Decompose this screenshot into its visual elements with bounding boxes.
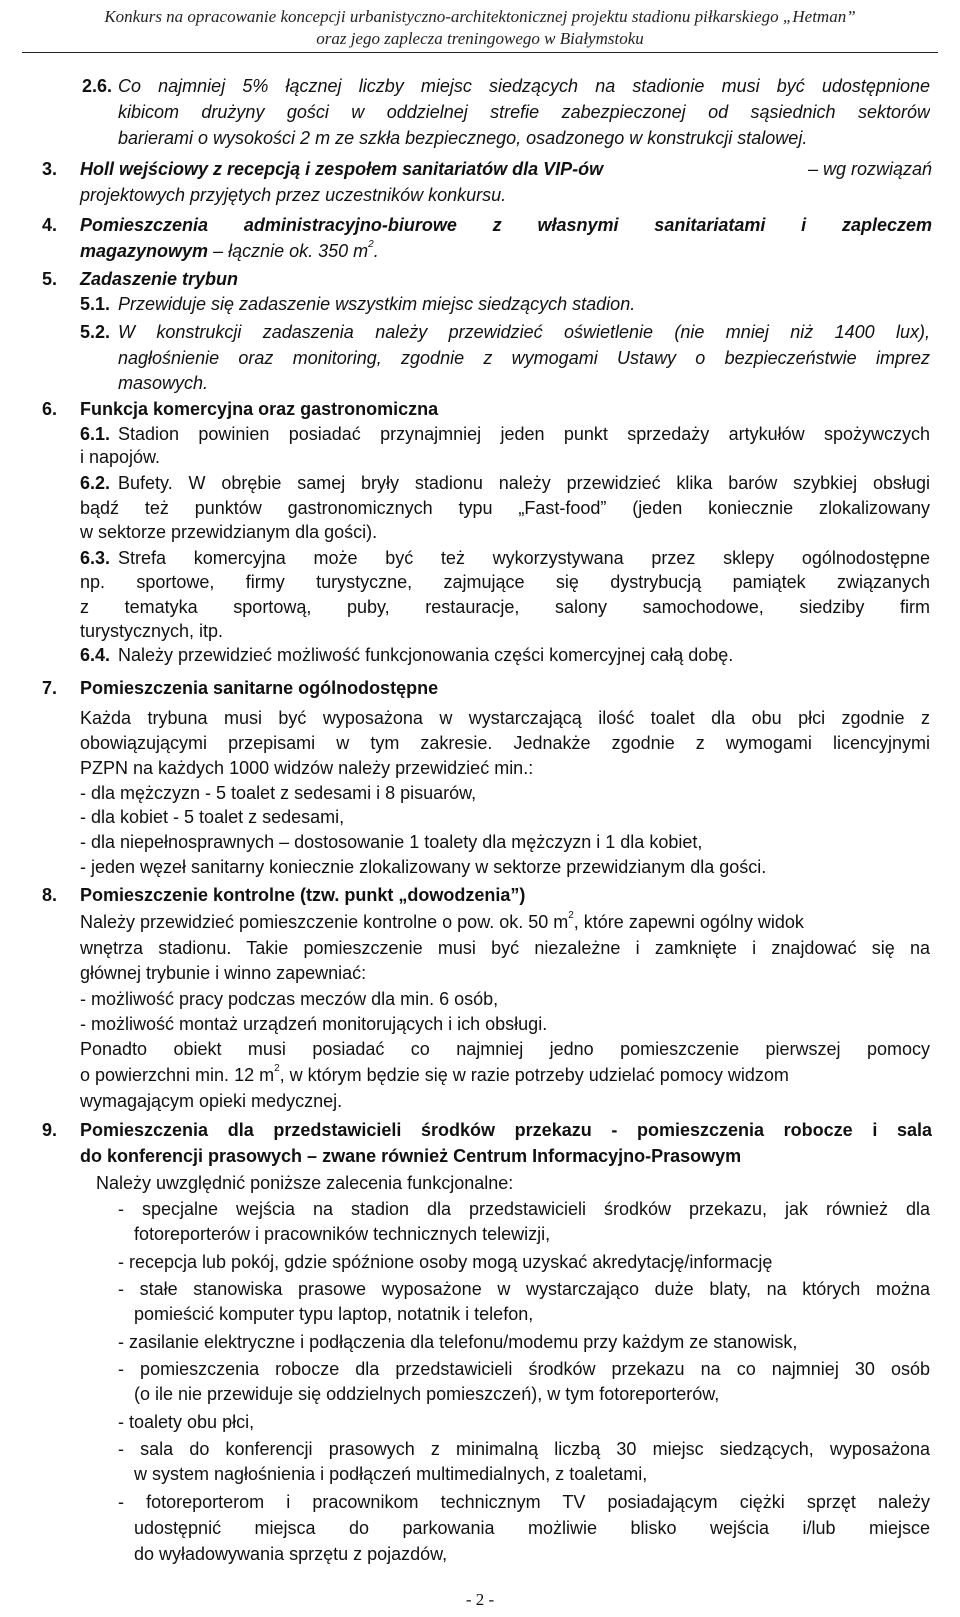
section-title: Funkcja komercyjna oraz gastronomiczna: [80, 399, 439, 419]
section-number: 6.: [42, 399, 58, 419]
list-item: - dla niepełnosprawnych – dostosowanie 1 toalety dla mężczyzn i 1 dla kobiet,: [80, 832, 703, 852]
paragraph-line: z tematyka sportową, puby, restauracje, salony samochodowe, siedziby firm: [80, 597, 930, 617]
list-item: - możliwość pracy podczas meczów dla min. 6 osób,: [80, 989, 499, 1009]
paragraph-line: wnętrza stadionu. Takie pomieszczenie musi być niezależne i zamknięte i znajdować się na: [80, 938, 930, 958]
section-number: 8.: [42, 885, 58, 905]
subsection-number: 6.2.: [80, 473, 111, 493]
header-divider: [22, 52, 938, 53]
paragraph-line: Ponadto obiekt musi posiadać co najmniej jedno pomieszczenie pierwszej pomocy: [80, 1039, 930, 1059]
section-title-line2: magazynowym – łącznie ok. 350 $m^2$.: [80, 239, 379, 261]
list-item: - stałe stanowiska prasowe wyposażone w wystarczająco duże blaty, na których można: [118, 1279, 930, 1299]
subsection-number: 6.3.: [80, 548, 111, 568]
list-item: - recepcja lub pokój, gdzie spóźnione osoby mogą uzyskać akredytację/informację: [118, 1252, 773, 1272]
header-title-line1: Konkurs na opracowanie koncepcji urbanistyczno-architektonicznej projektu stadionu piłkarskiego „Hetman”: [104, 7, 856, 26]
paragraph-line: w sektorze przewidzianym dla gości).: [80, 522, 378, 542]
section-number: 5.: [42, 269, 58, 289]
list-item: - pomieszczenia robocze dla przedstawicieli środków przekazu na co najmniej 30 osób: [118, 1359, 930, 1379]
paragraph-line: głównej trybunie i winno zapewniać:: [80, 963, 367, 983]
subsection-number: 6.1.: [80, 424, 111, 444]
list-item: - fotoreporterom i pracownikom technicznym TV posiadającym ciężki sprzęt należy: [118, 1492, 930, 1512]
list-item-continuation: do wyładowywania sprzętu z pojazdów,: [134, 1544, 448, 1564]
paragraph-line: Stadion powinien posiadać przynajmniej jeden punkt sprzedaży artykułów spożywczych: [118, 424, 930, 444]
section-title-line2: do konferencji prasowych – zwane również Centrum Informacyjno-Prasowym: [80, 1146, 742, 1166]
paragraph-line: i napojów.: [80, 447, 161, 467]
paragraph-line: Bufety. W obrębie samej bryły stadionu należy przewidzieć klika barów szybkiej obsługi: [118, 473, 930, 493]
list-item: - sala do konferencji prasowych z minimalną liczbą 30 miejsc siedzących, wyposażona: [118, 1439, 930, 1459]
list-item: - możliwość montaż urządzeń monitorujących i ich obsługi.: [80, 1014, 548, 1034]
paragraph-line: Co najmniej 5% łącznej liczby miejsc siedzących na stadionie musi być udostępnione: [118, 76, 930, 96]
list-item-continuation: pomieścić komputer typu laptop, notatnik i telefon,: [134, 1304, 534, 1324]
section-number: 7.: [42, 678, 58, 698]
section-number: 2.6.: [82, 76, 113, 96]
section-title: Pomieszczenia administracyjno-biurowe z własnymi sanitariatami i zapleczem: [80, 215, 932, 235]
paragraph-line: Należy przewidzieć możliwość funkcjonowania części komercyjnej całą dobę.: [118, 645, 734, 665]
subsection-number: 5.1.: [80, 294, 111, 314]
list-item: - dla mężczyzn - 5 toalet z sedesami i 8 pisuarów,: [80, 783, 477, 803]
paragraph-line: PZPN na każdych 1000 widzów należy przewidzieć min.:: [80, 758, 534, 778]
paragraph-line: Należy uwzględnić poniższe zalecenia funkcjonalne:: [96, 1173, 514, 1193]
list-item-continuation: w system nagłośnienia i podłączeń multimedialnych, z toaletami,: [134, 1464, 648, 1484]
paragraph-line: o powierzchni min. 12 $m^2$, w którym będzie się w razie potrzeby udzielać pomocy widzom: [80, 1063, 789, 1085]
list-item-continuation: udostępnić miejsca do parkowania możliwie blisko wejścia i/lub miejsce: [134, 1518, 930, 1538]
paragraph-line: obowiązującymi przepisami w tym zakresie. Jednakże zgodnie z wymogami licencyjnymi: [80, 733, 930, 753]
subsection-number: 5.2.: [80, 322, 111, 342]
paragraph-line: np. sportowe, firmy turystyczne, zajmujące się dystrybucją pamiątek związanych: [80, 572, 930, 592]
subsection-number: 6.4.: [80, 645, 111, 665]
list-item-continuation: fotoreporterów i pracowników technicznych telewizji,: [134, 1224, 551, 1244]
section-title: Pomieszczenia dla przedstawicieli środków przekazu - pomieszczenia robocze i sala: [80, 1120, 932, 1140]
section-title: Holl wejściowy z recepcją i zespołem sanitariatów dla VIP-ów: [80, 159, 604, 179]
section-title: Pomieszczenia sanitarne ogólnodostępne: [80, 678, 439, 698]
list-item: - zasilanie elektryczne i podłączenia dla telefonu/modemu przy każdym ze stanowisk,: [118, 1332, 798, 1352]
paragraph-line: Przewiduje się zadaszenie wszystkim miejsc siedzących stadion.: [118, 294, 636, 314]
page-number: - 2 -: [465, 1590, 495, 1609]
list-item: - specjalne wejścia na stadion dla przedstawicieli środków przekazu, jak również dla: [118, 1199, 930, 1219]
paragraph-line: turystycznych, itp.: [80, 621, 224, 641]
list-item: - toalety obu płci,: [118, 1412, 255, 1432]
section-heading-line: [80, 158, 932, 180]
paragraph-line: kibicom drużyny gości w oddzielnej strefie zabezpieczonej od sąsiednich sektorów: [118, 102, 930, 122]
section-title: Pomieszczenie kontrolne (tzw. punkt „dowodzenia”): [80, 885, 526, 905]
section-title-rest: – wg rozwiązań: [807, 159, 932, 179]
paragraph-line: Każda trybuna musi być wyposażona w wystarczającą ilość toalet dla obu płci zgodnie z: [80, 708, 930, 728]
header-title-line2: oraz jego zaplecza treningowego w Białymstoku: [316, 29, 644, 48]
paragraph-line: Strefa komercyjna może być też wykorzystywana przez sklepy ogólnodostępne: [118, 548, 930, 568]
paragraph-line: projektowych przyjętych przez uczestników konkursu.: [80, 185, 507, 205]
list-item: - jeden węzeł sanitarny koniecznie zlokalizowany w sektorze przewidzianym dla gości.: [80, 857, 767, 877]
section-number: 3.: [42, 159, 58, 179]
section-number: 4.: [42, 215, 58, 235]
paragraph-line: barierami o wysokości 2 m ze szkła bezpiecznego, osadzonego w konstrukcji stalowej.: [118, 128, 808, 148]
paragraph-line: wymagającym opieki medycznej.: [80, 1091, 343, 1111]
paragraph-line: W konstrukcji zadaszenia należy przewidzieć oświetlenie (nie mniej niż 1400 lux),: [118, 322, 930, 342]
list-item: - dla kobiet - 5 toalet z sedesami,: [80, 807, 345, 827]
list-item-continuation: (o ile nie przewiduje się oddzielnych pomieszczeń), w tym fotoreporterów,: [134, 1384, 720, 1404]
section-title: Zadaszenie trybun: [80, 269, 239, 289]
paragraph-line: bądź też punktów gastronomicznych typu „Fast-food” (jeden koniecznie zlokalizowany: [80, 498, 930, 518]
paragraph-line: masowych.: [118, 373, 209, 393]
paragraph-line: Należy przewidzieć pomieszczenie kontrolne o pow. ok. 50 $m^2$, które zapewni ogólny widok: [80, 910, 804, 932]
section-number: 9.: [42, 1120, 58, 1140]
paragraph-line: nagłośnienie oraz monitoring, zgodnie z wymogami Ustawy o bezpieczeństwie imprez: [118, 348, 930, 368]
